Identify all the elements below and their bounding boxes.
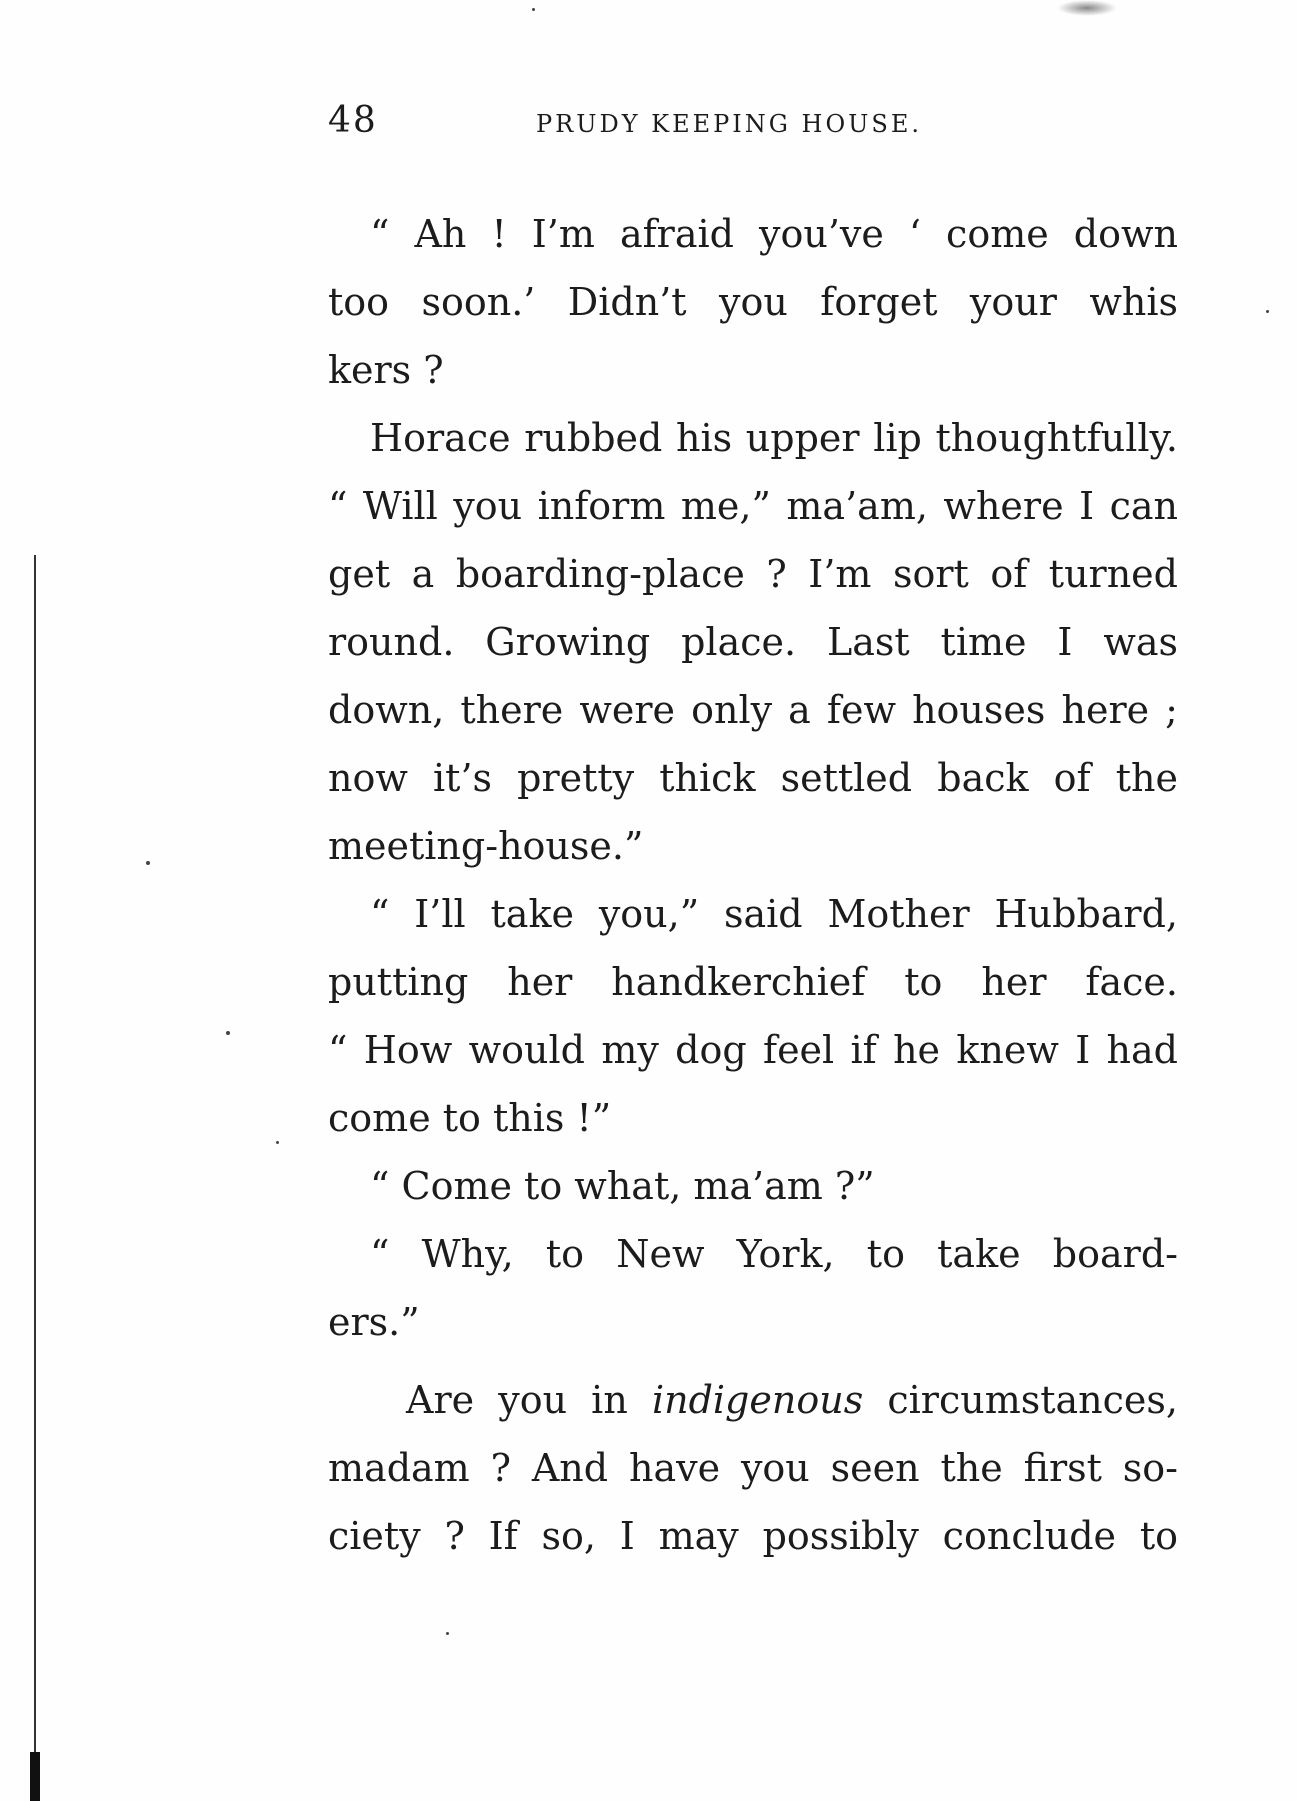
ink-speck: [446, 1632, 449, 1635]
ink-speck: [146, 861, 150, 865]
ink-smudge: [1057, 0, 1117, 16]
text-line: “ Come to what, ma’am ?”: [370, 1164, 875, 1208]
text-line: “ I’ll take you,” said Mother Hubbard,: [370, 892, 1178, 936]
text-line: “ How would my dog feel if he knew I had: [328, 1028, 1178, 1072]
text-line: “ Ah ! I’m afraid you’ve ‘ come down: [370, 212, 1178, 256]
text-line: kers ?: [328, 348, 444, 392]
text-run: circumstances,: [887, 1378, 1178, 1422]
text-line: down, there were only a few houses here ;: [328, 688, 1178, 732]
ink-speck: [532, 8, 535, 11]
binding-edge: [34, 555, 36, 1795]
text-line: now it’s pretty thick settled back of the: [328, 756, 1178, 800]
text-line: madam ? And have you seen the first so-: [328, 1446, 1178, 1490]
paragraph-gap: [328, 1356, 1178, 1366]
text-line: ers.”: [328, 1300, 420, 1344]
text-line: come to this !”: [328, 1096, 612, 1140]
ink-speck: [1266, 310, 1269, 313]
text-line: get a boarding-place ? I’m sort of turned: [328, 552, 1178, 596]
text-line: ciety ? If so, I may possibly conclude to: [328, 1514, 1178, 1558]
text-line: putting her handkerchief to her face.: [328, 960, 1178, 1004]
body-text: [328, 200, 1178, 1570]
ink-speck: [276, 1141, 279, 1144]
running-head: PRUDY KEEPING HOUSE.: [536, 110, 922, 138]
text-line: meeting-house.”: [328, 824, 644, 868]
binding-mark: [30, 1752, 40, 1801]
page-header: [328, 100, 1178, 150]
ink-speck: [226, 1031, 230, 1035]
text-line: too soon.’ Didn’t you forget your whis: [328, 280, 1178, 324]
text-line: “ Will you inform me,” ma’am, where I can: [328, 484, 1178, 528]
text-line: “ Why, to New York, to take board-: [370, 1232, 1178, 1276]
text-run: Are you in: [406, 1378, 628, 1422]
italic-word: indigenous: [651, 1378, 864, 1422]
page-number: 48: [328, 100, 378, 141]
text-line: Horace rubbed his upper lip thoughtfully.: [370, 416, 1178, 460]
text-line: round. Growing place. Last time I was: [328, 620, 1178, 664]
text-line: [328, 1366, 1178, 1434]
